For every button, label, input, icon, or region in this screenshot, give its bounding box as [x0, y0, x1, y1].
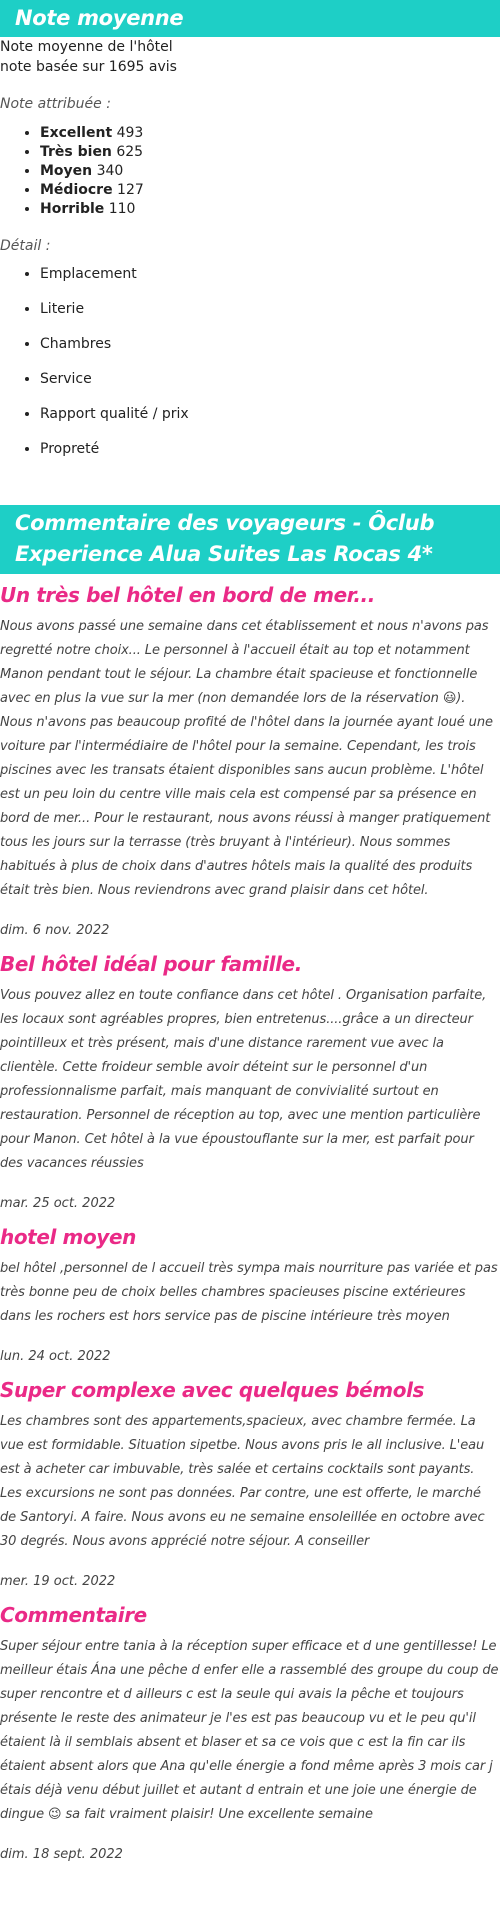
rating-count: 625	[116, 144, 144, 160]
average-rating-header: Note moyenne	[0, 0, 500, 37]
detail-label: Détail :	[0, 238, 51, 254]
review-date: dim. 6 nov. 2022	[0, 923, 110, 938]
review-item	[0, 1601, 500, 1865]
review-item	[0, 1223, 500, 1367]
rating-label: Moyen	[40, 163, 93, 179]
review-body: bel hôtel ,personnel de l accueil très sympa mais nourriture pas variée et pas très bonne peu de choix belles chambres spacieuses piscine extérieures dans les rochers est hors service pas de piscine intérieure très moyen	[0, 1261, 498, 1324]
ratings-list	[0, 124, 500, 219]
rating-count: 127	[117, 182, 144, 198]
reviews-count: note basée sur 1695 avis	[0, 59, 177, 75]
detail-list	[0, 264, 500, 474]
detail-item: • Propreté	[40, 439, 500, 474]
review-title: Commentaire	[0, 1603, 147, 1627]
hotel-rating-label: Note moyenne de l'hôtel	[0, 39, 173, 55]
detail-item: • Service	[40, 369, 500, 404]
review-body: Les chambres sont des appartements,spacieux, avec chambre fermée. La vue est formidable. Situation sipetbe. Nous avons pris le all inclusive. L'eau est à acheter car imbuvable, très salée et certains cocktails sont payants. Les excursions ne sont pas données. Par contre, une est offerte, le marché de Santoryi. A faire. Nous avons eu ne semaine ensoleillée en octobre avec 30 degrés. Nous avons apprécié notre séjour. A conseiller	[0, 1414, 485, 1549]
rating-label: Très bien	[40, 144, 112, 160]
review-title: Un très bel hôtel en bord de mer...	[0, 583, 375, 607]
average-rating-section	[0, 37, 500, 505]
review-body: Vous pouvez allez en toute confiance dans cet hôtel . Organisation parfaite, les locaux sont agréables propres, bien entretenus....grâce a un directeur pointilleux et très présent, mais d'une distance rarement vue avec la clientèle. Cette froideur semble avoir déteint sur le personnel d'un professionnalisme parfait, mais manquant de convivialité surtout en restauration. Personnel de réception au top, avec une mention particulière pour Manon. Cet hôtel à la vue époustouflante sur la mer, est parfait pour des vacances réussies	[0, 988, 487, 1171]
rating-horrible	[40, 200, 500, 219]
reviews-section	[0, 581, 500, 1865]
review-body: Super séjour entre tania à la réception super efficace et d une gentillesse! Le meilleur étais Ána une pêche d enfer elle a rassemblé des groupe du coup de super rencontre et d ailleurs c est la seule qui avais la pêche et toujours présente le reste des animateur je l'es est pas beaucoup vu et le peu qu'il étaient là il semblais absent et blaser et sa ce vois que c est la fin car ils étaient absent alors que Ana qu'elle énergie a fond même après 3 mois car j étais déjà venu début juillet et autant d entrain et une joie une énergie de dingue 😉 sa fait vraiment plaisir! Une excellente semaine	[0, 1639, 499, 1822]
rating-count: 340	[96, 163, 124, 179]
rating-poor	[40, 181, 500, 200]
rating-count: 493	[116, 125, 144, 141]
review-item	[0, 950, 500, 1214]
review-date: mar. 25 oct. 2022	[0, 1196, 116, 1211]
review-item	[0, 1376, 500, 1592]
review-title: hotel moyen	[0, 1225, 136, 1249]
rating-label: Médiocre	[40, 182, 113, 198]
detail-item: • Literie	[40, 299, 500, 334]
detail-item: • Emplacement	[40, 264, 500, 299]
detail-item: • Chambres	[40, 334, 500, 369]
review-title: Super complexe avec quelques bémols	[0, 1378, 425, 1402]
rating-very-good	[40, 143, 500, 162]
review-title: Bel hôtel idéal pour famille.	[0, 952, 302, 976]
rating-label: Horrible	[40, 201, 105, 217]
review-date: mer. 19 oct. 2022	[0, 1574, 116, 1589]
detail-list-container	[0, 264, 500, 505]
review-date: dim. 18 sept. 2022	[0, 1847, 123, 1862]
review-item	[0, 581, 500, 941]
detail-item: • Rapport qualité / prix	[40, 404, 500, 439]
rating-label: Excellent	[40, 125, 113, 141]
review-body: Nous avons passé une semaine dans cet établissement et nous n'avons pas regretté notre choix... Le personnel à l'accueil était au top et notamment Manon pendant tout le séjour. La chambre était spacieuse et fonctionnelle avec en plus la vue sur la mer (non demandée lors de la réservation 😃). Nous n'avons pas beaucoup profité de l'hôtel dans la journée ayant loué une voiture par l'intermédiaire de l'hôtel pour la semaine. Cependant, les trois piscines avec les transats étaient disponibles sans aucun problème. L'hôtel est un peu loin du centre ville mais cela est compensé par sa présence en bord de mer... Pour le restaurant, nous avons réussi à manger pratiquement tous les jours sur la terrasse (très bruyant à l'intérieur). Nous sommes habitués à plus de choix dans d'autres hôtels mais la qualité des produits était très bien. Nous reviendrons avec grand plaisir dans cet hôtel.	[0, 619, 493, 898]
rating-count: 110	[108, 201, 136, 217]
assigned-rating-label: Note attribuée :	[0, 96, 111, 112]
rating-excellent	[40, 124, 500, 143]
traveler-comments-header: Commentaire des voyageurs - Ôclub Experience Alua Suites Las Rocas 4*	[0, 505, 500, 574]
rating-average	[40, 162, 500, 181]
review-date: lun. 24 oct. 2022	[0, 1349, 111, 1364]
